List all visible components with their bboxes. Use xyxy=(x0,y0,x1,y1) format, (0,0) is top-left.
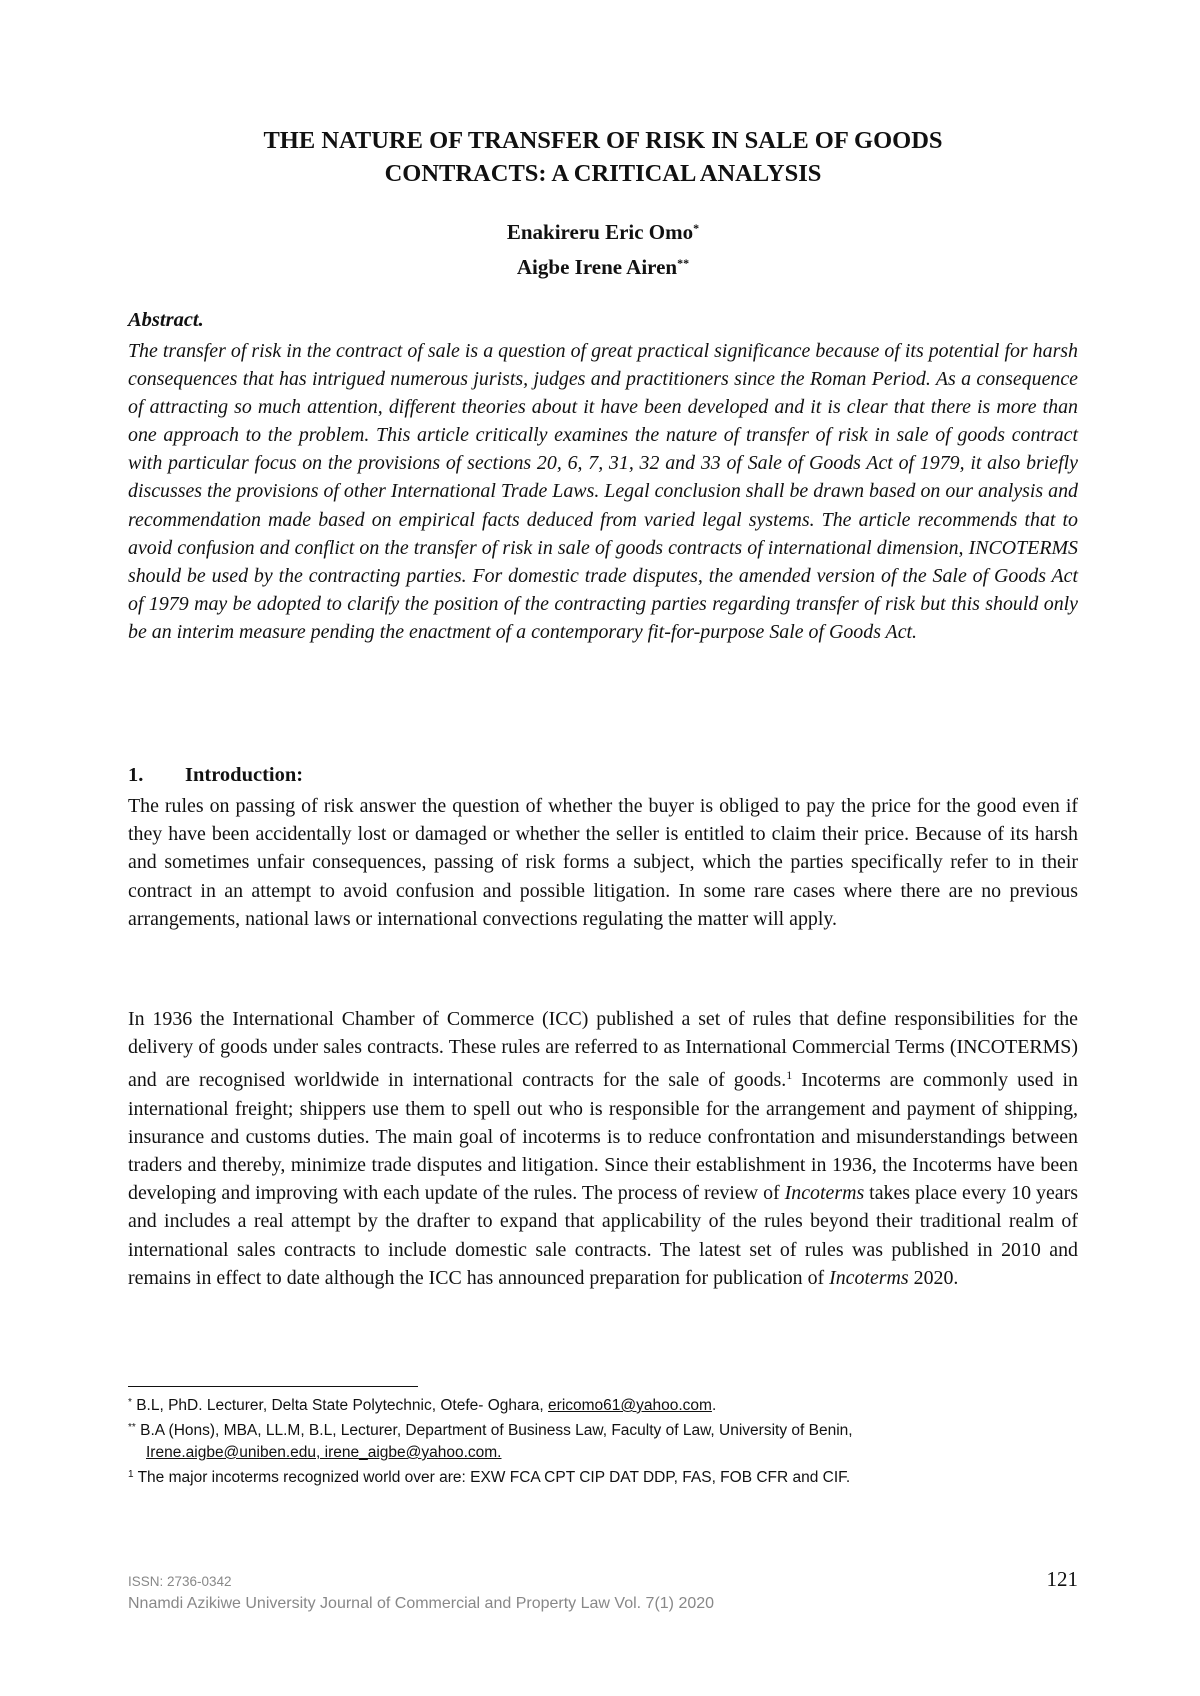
body-paragraph-1: The rules on passing of risk answer the question of whether the buyer is obliged to pay the price for the good even if they have been accidentally lost or damaged or whether the seller is entitled to claim their price. Because of its harsh and sometimes unfair consequences, passing of risk forms a subject, which the parties specifically refer to in their contract in an attempt to avoid confusion and possible litigation. In some rare cases where there are no previous arrangements, national laws or international convections regulating the matter will apply. xyxy=(128,795,1078,930)
author-2-footnote-mark: ** xyxy=(677,256,690,270)
incoterms-italic-2: Incoterms xyxy=(829,1266,909,1289)
author-1: Enakireru Eric Omo* xyxy=(506,220,700,244)
footer-journal-name: Nnamdi Azikiwe University Journal of Commercial and Property Law Vol. 7(1) 2020 xyxy=(128,1595,715,1612)
page-number: 121 xyxy=(1046,1567,1078,1591)
section-title: Introduction: xyxy=(185,764,304,786)
abstract-text: The transfer of risk in the contract of sale is a question of great practical significance because of its potential for harsh consequences that has intrigued numerous jurists, judges and practitioners since the Roman Period. As a consequence of attracting so much attention, different theories about it have been developed and it is clear that there is more than one approach to the problem. This article critically examines the nature of transfer of risk in sale of goods contract with particular focus on the provisions of sections 20, 6, 7, 31, 32 and 33 of Sale of Goods Act of 1979, it also briefly discusses the provisions of other International Trade Laws. Legal conclusion shall be drawn based on our analysis and recommendation made based on empirical facts deduced from varied legal systems. The article recommends that to avoid confusion and conflict on the transfer of risk in sale of goods contracts of international dimension, INCOTERMS should be used by the contracting parties. For domestic trade disputes, the amended version of the Sale of Goods Act of 1979 may be adopted to clarify the position of the contracting parties regarding transfer of risk but this should only be an interim measure pending the enactment of a contemporary fit-for-purpose Sale of Goods Act. xyxy=(128,340,1078,643)
section-number: 1. xyxy=(128,764,144,786)
author-1-footnote-mark: * xyxy=(693,221,700,235)
section-heading xyxy=(128,764,303,787)
footnote-1-email-link[interactable]: ericomo61@yahoo.com xyxy=(548,1397,712,1414)
article-title xyxy=(128,124,1078,190)
abstract-heading: Abstract. xyxy=(128,309,204,331)
incoterms-italic-1: Incoterms xyxy=(784,1182,865,1205)
title-line-1: THE NATURE OF TRANSFER OF RISK IN SALE OF GOODS xyxy=(263,127,943,154)
footnote-ref-1: 1 xyxy=(786,1068,793,1083)
footer-issn: ISSN: 2736-0342 xyxy=(128,1574,232,1589)
footnote-2: ** B.A (Hons), MBA, LL.M, B.L, Lecturer, Department of Business Law, Faculty of Law, University of Benin, xyxy=(128,1422,853,1439)
title-line-2: CONTRACTS: A CRITICAL ANALYSIS xyxy=(384,160,822,187)
footnote-1: * B.L, PhD. Lecturer, Delta State Polytechnic, Otefe- Oghara, ericomo61@yahoo.com. xyxy=(128,1397,717,1414)
footnote-3: $^1$ The major incoterms recognized world over are: EXW FCA CPT CIP DAT DDP, FAS, FOB CFR and CIF. xyxy=(128,1469,851,1486)
footnote-2-email-links[interactable]: Irene.aigbe@uniben.edu, irene_aigbe@yahoo.com. xyxy=(146,1444,502,1461)
author-list xyxy=(128,213,1078,283)
author-2: Aigbe Irene Airen** xyxy=(516,255,690,279)
body-paragraph-2: In 1936 the International Chamber of Commerce (ICC) published a set of rules that define responsibilities for the delivery of goods under sales contracts. These rules are referred to as International Commercial Terms (INCOTERMS) and are recognised worldwide in international contracts for the sale of goods.$^1$ Incoterms are commonly used in international freight; shippers use them to spell out who is responsible for the arrangement and payment of shipping, insurance and customs duties. The main goal of incoterms is to reduce confrontation and misunderstandings between traders and thereby, minimize trade disputes and litigation. Since their establishment in 1936, the Incoterms have been developing and improving with each update of the rules. The process of review of Incoterms takes place every 10 years and includes a real attempt by the drafter to expand that applicability of the rules beyond their traditional realm of international sales contracts to include domestic sale contracts. The latest set of rules was published in 2010 and remains in effect to date although the ICC has announced preparation for publication of Incoterms 2020. xyxy=(128,1008,1078,1289)
footnote-2-continuation xyxy=(128,1442,1078,1464)
document-page xyxy=(128,0,1078,1696)
footnotes xyxy=(128,1392,1078,1489)
footnote-divider xyxy=(128,1386,418,1387)
